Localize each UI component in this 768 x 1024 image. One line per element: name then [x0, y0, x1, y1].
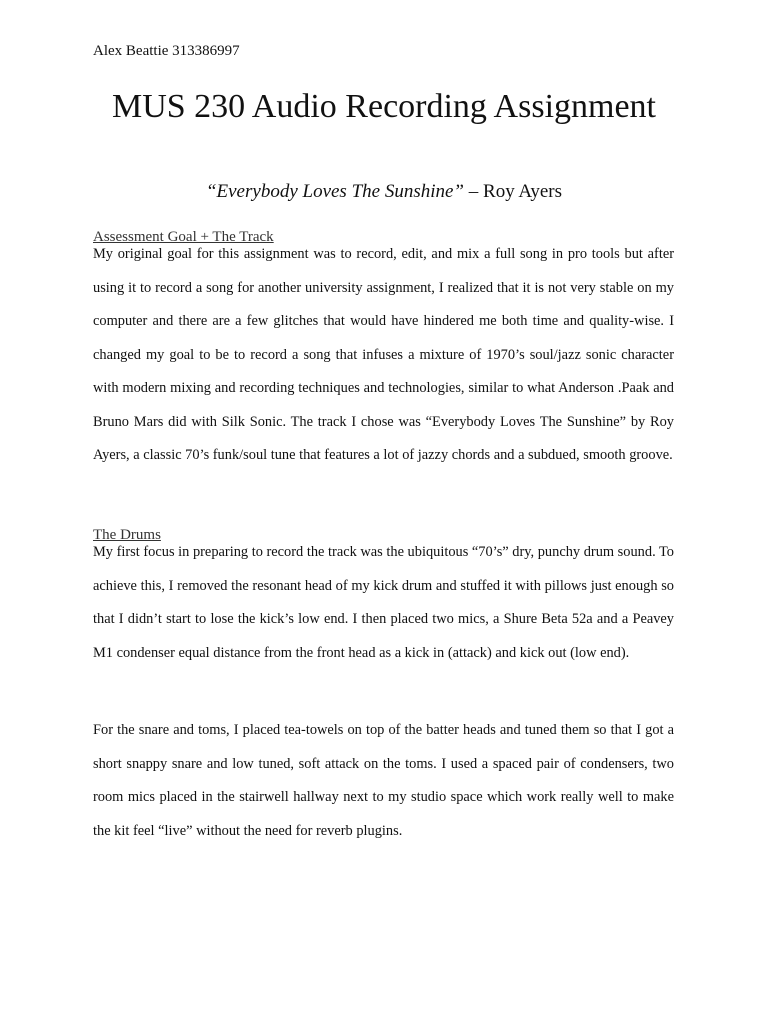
section-heading: The Drums	[93, 527, 161, 543]
section-the-drums	[93, 526, 674, 670]
section-heading: Assessment Goal + The Track	[93, 229, 274, 245]
section-the-drums-continued	[93, 714, 674, 848]
document-title: MUS 230 Audio Recording Assignment	[111, 88, 657, 125]
section-paragraph: For the snare and toms, I placed tea-towels on top of the batter heads and tuned them so that I got a short snappy snare and low tuned, soft attack on the toms. I used a spaced pair of condensers, two room mics placed in the stairwell hallway next to my studio space which work really well to make the kit feel “live” without the need for reverb plugins.	[93, 722, 674, 839]
document-subtitle	[0, 180, 768, 204]
author-line: Alex Beattie 313386997	[93, 43, 240, 59]
section-paragraph: My first focus in preparing to record the track was the ubiquitous “70’s” dry, punchy drum sound. To achieve this, I removed the resonant head of my kick drum and stuffed it with pillows just enough so that I didn’t start to lose the kick’s low end. I then placed two mics, a Shure Beta 52a and a Peavey M1 condenser equal distance from the front head as a kick in (attack) and kick out (low end).	[93, 544, 674, 661]
song-title: “Everybody Loves The Sunshine”	[205, 181, 465, 202]
song-artist: – Roy Ayers	[464, 181, 563, 202]
section-paragraph: My original goal for this assignment was to record, edit, and mix a full song in pro tools but after using it to record a song for another university assignment, I realized that it is not very stable on my computer and there are a few glitches that would have hindered me both time and quality-wise. I changed my goal to be to record a song that infuses a mixture of 1970’s soul/jazz sonic character with modern mixing and recording techniques and technologies, similar to what Anderson .Paak and Bruno Mars did with Silk Sonic. The track I chose was “Everybody Loves The Sunshine” by Roy Ayers, a classic 70’s funk/soul tune that features a lot of jazzy chords and a subdued, smooth groove.	[93, 246, 674, 463]
section-assessment-goal	[93, 228, 674, 473]
